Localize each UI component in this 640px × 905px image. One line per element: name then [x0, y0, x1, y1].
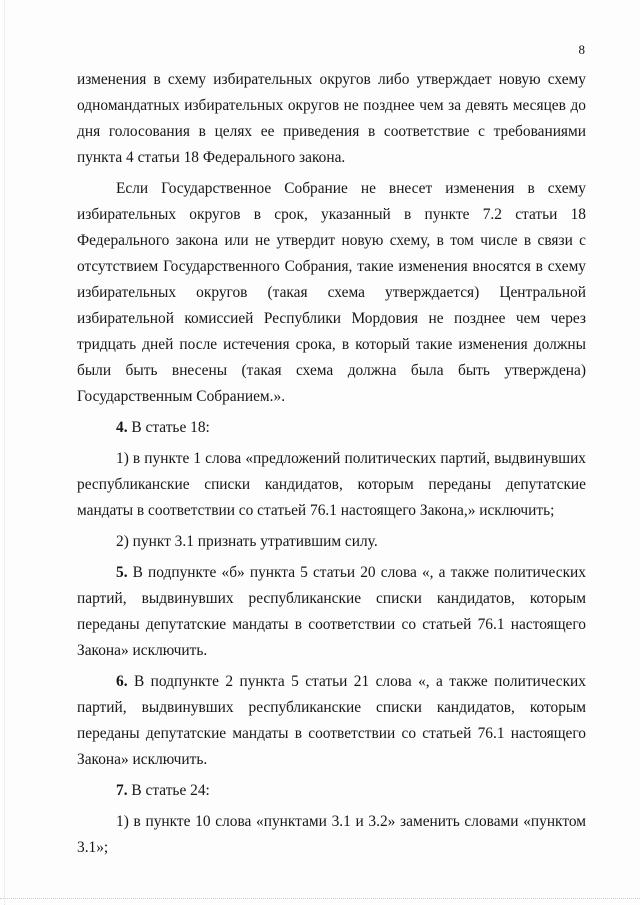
paragraph-text: 2) пункт 3.1 признать утратившим силу. — [116, 533, 378, 550]
scan-edge-bottom — [0, 898, 640, 899]
item-number: 5. — [116, 564, 128, 581]
paragraph-item-7 — [77, 778, 586, 804]
document-body — [77, 67, 586, 866]
item-number: 4. — [116, 419, 128, 436]
paragraph-text: В статье 18: — [131, 419, 210, 436]
paragraph-1 — [77, 67, 586, 171]
paragraph-text: В статье 24: — [131, 782, 210, 799]
item-number: 7. — [116, 782, 128, 799]
scan-edge-left — [4, 0, 5, 905]
paragraph-text: изменения в схему избирательных округов либо утверждает новую схему одномандатных избирательных округов не позднее чем за девять месяцев до дня голосования в целях ее приведения в соответствие с требованиями пункта 4 статьи 18 Федерального закона. — [77, 71, 586, 166]
paragraph-text: 1) в пункте 1 слова «предложений политических партий, выдвинувших республиканские списки кандидатов, которым переданы депутатские мандаты в соответствии со статьей 76.1 настоящего Закона,» исключить; — [77, 450, 586, 519]
paragraph-item-6 — [77, 669, 586, 773]
paragraph-subitem-1 — [77, 446, 586, 524]
item-number: 6. — [116, 673, 128, 690]
paragraph-item-5 — [77, 560, 586, 664]
page-number: 8 — [578, 42, 585, 57]
paragraph-text: В подпункте «б» пункта 5 статьи 20 слова «, а также политических партий, выдвинувших республиканские списки кандидатов, которым переданы депутатские мандаты в соответствии со статьей 76.1 настоящего Закона» исключить. — [77, 564, 586, 659]
paragraph-subitem-2 — [77, 529, 586, 555]
paragraph-text: Если Государственное Собрание не внесет изменения в схему избирательных округов в срок, указанный в пункте 7.2 статьи 18 Федерального закона или не утвердит новую схему, в том числе в связи с отсутствием Государственного Собрания, такие изменения вносятся в схему избирательных округов (такая схема утверждается) Центральной избирательной комиссией Республики Мордовия не позднее чем через тридцать дней после истечения срока, в который такие изменения должны были быть внесены (такая схема должна была быть утверждена) Государственным Собранием.». — [77, 180, 586, 405]
paragraph-item-4 — [77, 415, 586, 441]
paragraph-subitem-1-article-24 — [77, 809, 586, 861]
paragraph-text: 1) в пункте 10 слова «пунктами 3.1 и 3.2» заменить словами «пунктом 3.1»; — [77, 813, 586, 856]
paragraph-2 — [77, 176, 586, 410]
paragraph-text: В подпункте 2 пункта 5 статьи 21 слова «, а также политических партий, выдвинувших республиканские списки кандидатов, которым переданы депутатские мандаты в соответствии со статьей 76.1 настоящего Закона» исключить. — [77, 673, 586, 768]
